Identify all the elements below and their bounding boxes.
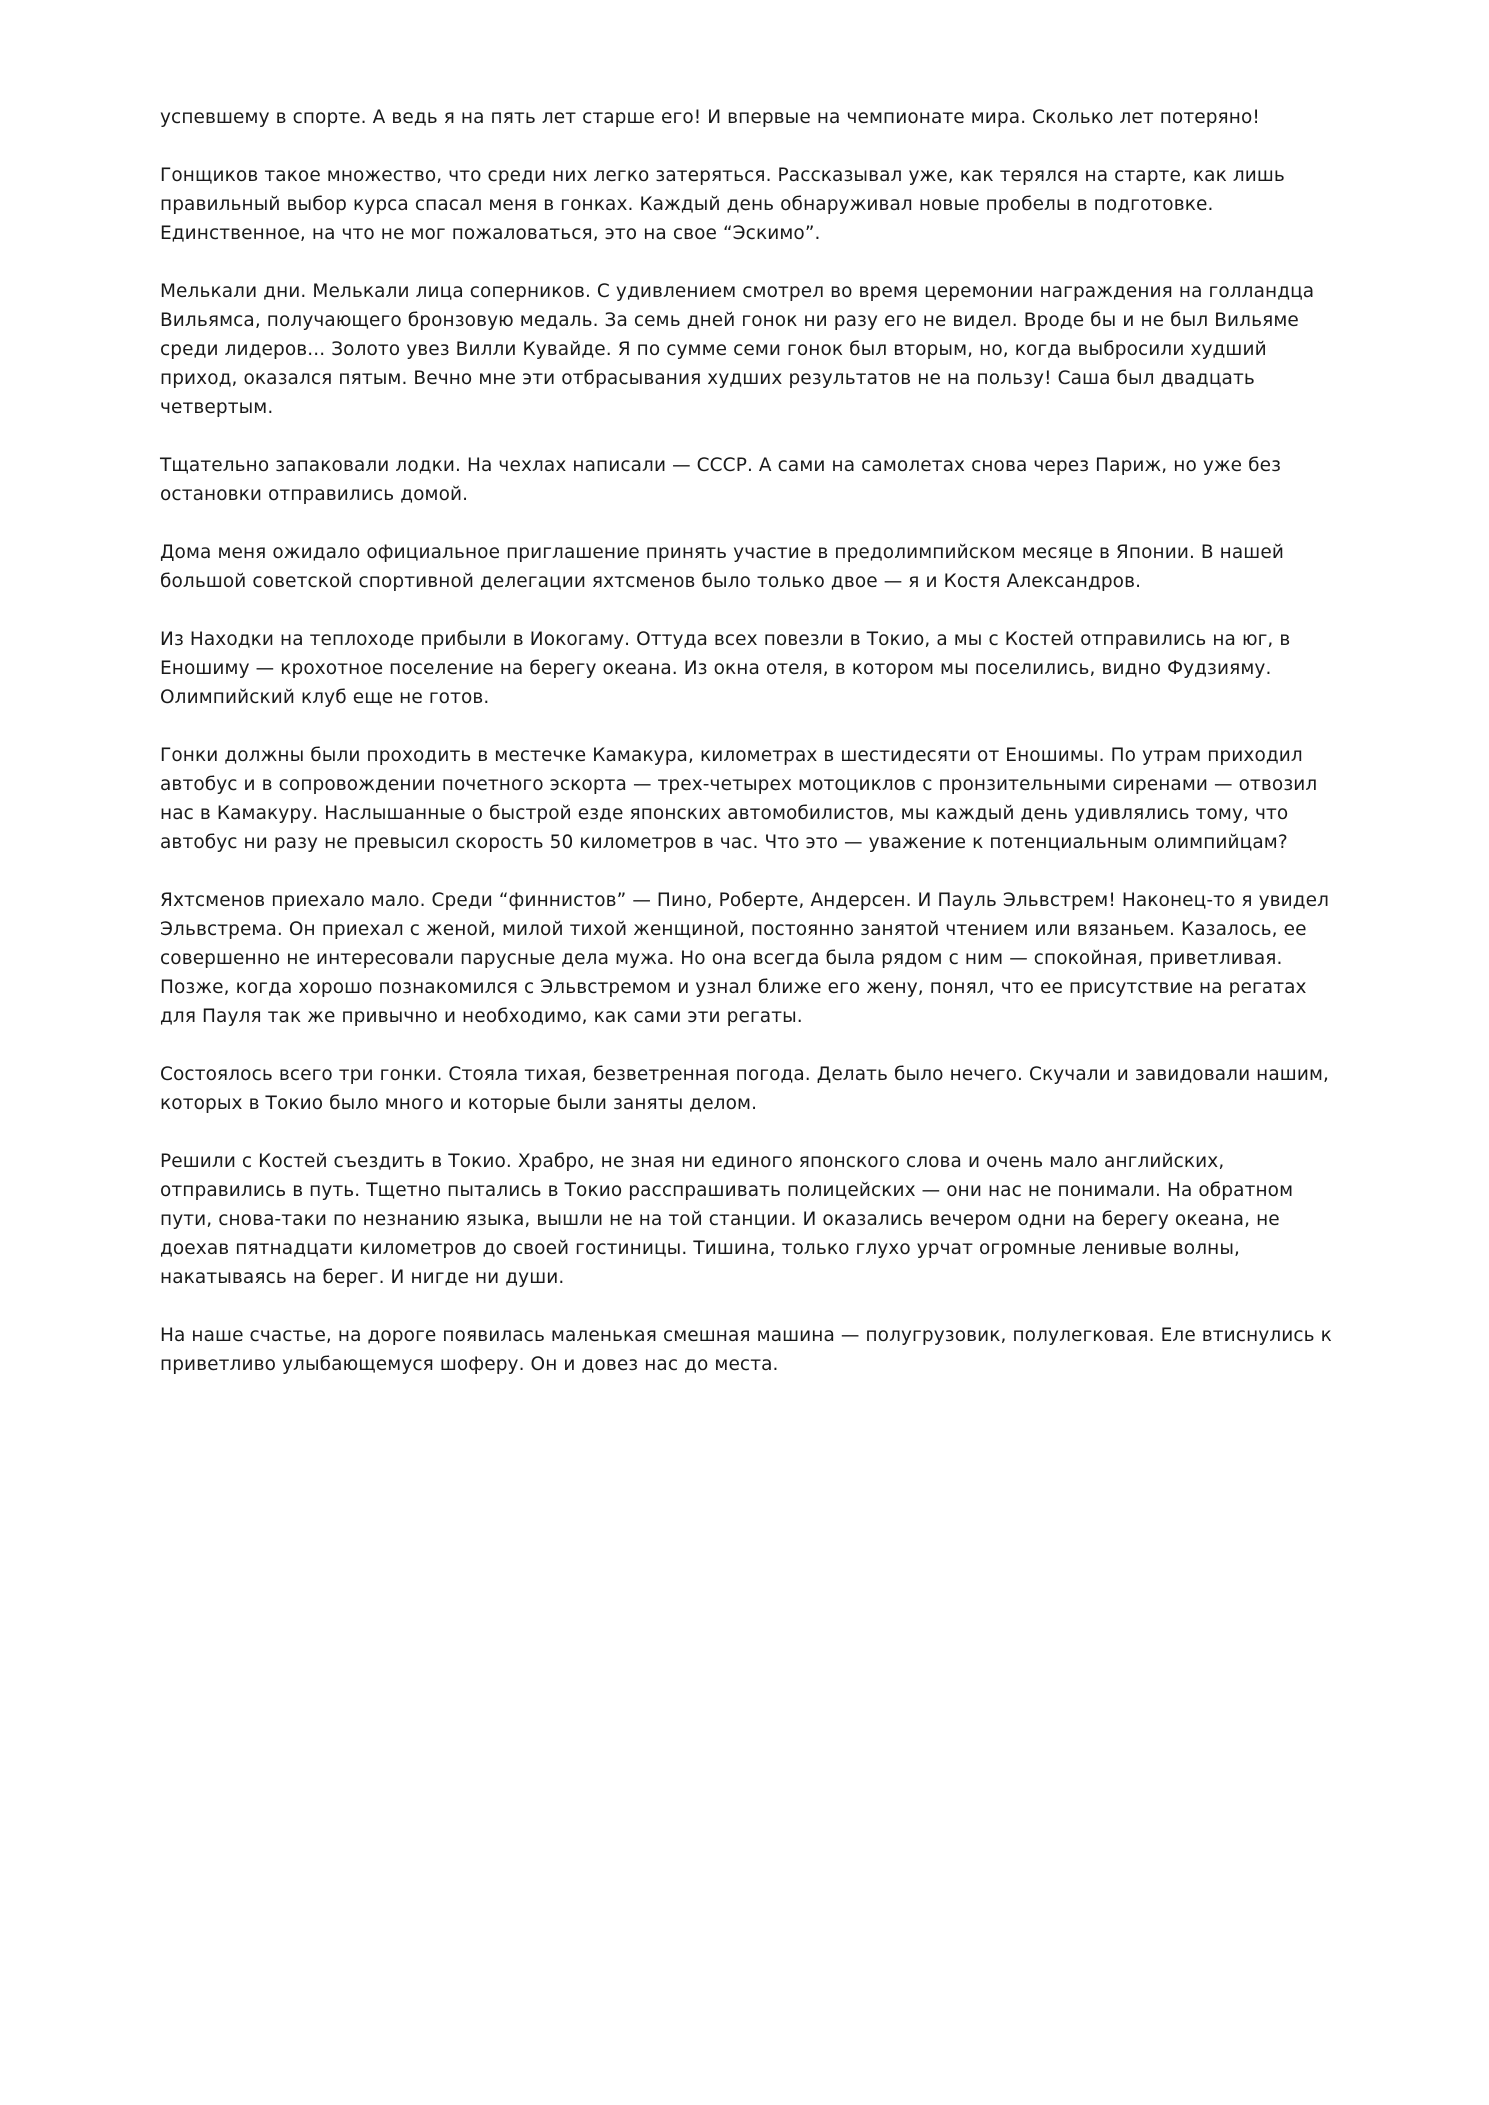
paragraph: Гонщиков такое множество, что среди них легко затеряться. Рассказывал уже, как терялся на старте, как лишь правильный выбор курса спасал меня в гонках. Каждый день обнаруживал новые пробелы в подготовке. Единственное, на что не мог пожаловаться, это на свое “Эскимо”. <box>160 165 1285 244</box>
paragraph: На наше счастье, на дороге появилась маленькая смешная машина — полугрузовик, полулегковая. Еле втиснулись к приветливо улыбающемуся шоферу. Он и довез нас до места. <box>160 1325 1332 1375</box>
paragraph: Яхтсменов приехало мало. Среди “финнистов” — Пино, Роберте, Андерсен. И Пауль Эльвстрем! Наконец-то я увидел Эльвстрема. Он приехал с женой, милой тихой женщиной, постоянно занятой чтением или вязаньем. Казалось, ее совершенно не интересовали парусные дела мужа. Но она всегда была рядом с ним — спокойная, приветливая. Позже, когда хорошо познакомился с Эльвстремом и узнал ближе его жену, понял, что ее присутствие на регатах для Пауля так же привычно и необходимо, как сами эти регаты. <box>160 890 1330 1027</box>
paragraph: Мелькали дни. Мелькали лица соперников. С удивлением смотрел во время церемонии награждения на голландца Вильямса, получающего бронзовую медаль. За семь дней гонок ни разу его не видел. Вроде бы и не был Вильяме среди лидеров... Золото увез Вилли Кувайде. Я по сумме семи гонок был вторым, но, когда выбросили худший приход, оказался пятым. Вечно мне эти отбрасывания худших результатов не на пользу! Саша был двадцать четвертым. <box>160 281 1315 418</box>
paragraph: Решили с Костей съездить в Токио. Храбро, не зная ни единого японского слова и очень мало английских, отправились в путь. Тщетно пытались в Токио расспрашивать полицейских — они нас не понимали. На обратном пути, снова-таки по незнанию языка, вышли не на той станции. И оказались вечером одни на берегу океана, не доехав пятнадцати километров до своей гостиницы. Тишина, только глухо урчат огромные ленивые волны, накатываясь на берег. И нигде ни души. <box>160 1151 1294 1288</box>
paragraph: успевшему в спорте. А ведь я на пять лет старше его! И впервые на чемпионате мира. Сколько лет потеряно! <box>160 107 1260 128</box>
paragraph: Из Находки на теплоходе прибыли в Иокогаму. Оттуда всех повезли в Токио, а мы с Костей отправились на юг, в Еношиму — крохотное поселение на берегу океана. Из окна отеля, в котором мы поселились, видно Фудзияму. Олимпийский клуб еще не готов. <box>160 629 1291 708</box>
paragraph: Состоялось всего три гонки. Стояла тихая, безветренная погода. Делать было нечего. Скучали и завидовали нашим, которых в Токио было много и которые были заняты делом. <box>160 1064 1329 1114</box>
paragraph: Тщательно запаковали лодки. На чехлах написали — СССР. А сами на самолетах снова через Париж, но уже без остановки отправились домой. <box>160 455 1282 505</box>
paragraph: Дома меня ожидало официальное приглашение принять участие в предолимпийском месяце в Японии. В нашей большой советской спортивной делегации яхтсменов было только двое — я и Костя Александров. <box>160 542 1284 592</box>
paragraph: Гонки должны были проходить в местечке Камакура, километрах в шестидесяти от Еношимы. По утрам приходил автобус и в сопровождении почетного эскорта — трех-четырех мотоциклов с пронзительными сиренами — отвозил нас в Камакуру. Наслышанные о быстрой езде японских автомобилистов, мы каждый день удивлялись тому, что автобус ни разу не превысил скорость 50 километров в час. Что это — уважение к потенциальным олимпийцам? <box>160 745 1318 853</box>
